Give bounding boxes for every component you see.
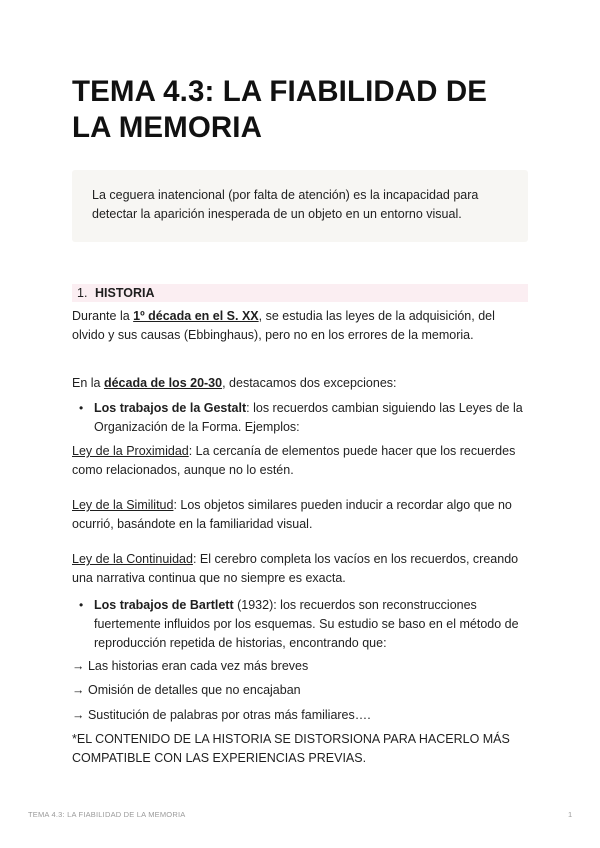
emphasis-decade: 1º década en el S. XX	[133, 309, 259, 323]
bullet-dot: •	[79, 598, 84, 612]
bullet-bold: Los trabajos de Bartlett	[94, 598, 234, 612]
paragraph-exceptions	[72, 374, 528, 393]
callout-box	[72, 170, 528, 242]
emphasis-decade-20-30: década de los 20-30	[103, 376, 223, 390]
note-uppercase: *EL CONTENIDO DE LA HISTORIA SE DISTORSIONA PARA HACERLO MÁS COMPATIBLE CON LAS EXPERIENCIAS PREVIAS.	[72, 732, 510, 765]
page-title: TEMA 4.3: LA FIABILIDAD DE LA MEMORIA	[72, 75, 488, 144]
callout-text: La ceguera inatencional (por falta de atención) es la incapacidad para detectar la aparición inesperada de un objeto en un entorno visual.	[92, 188, 479, 221]
arrow-item: → Omisión de detalles que no encajaban	[72, 683, 301, 697]
text-run: : los recuerdos cambian siguiendo las Leyes de la Organización de la Forma. Ejemplos:	[94, 401, 523, 434]
footer-title: TEMA 4.3: LA FIABILIDAD DE LA MEMORIA	[28, 810, 186, 819]
law-name: Ley de la Similitud	[72, 498, 174, 512]
law-similarity	[72, 496, 528, 534]
section-heading	[72, 284, 528, 302]
text-run: (1932): los recuerdos son reconstrucciones fuertemente influidos por los esquemas. Su estudio se baso en el método de reproducción repetida de historias, encontrando que:	[94, 598, 519, 650]
section-number: 1.	[77, 286, 88, 300]
law-name: Ley de la Continuidad	[72, 552, 193, 566]
bullet-dot: •	[79, 401, 84, 415]
bullet-gestalt	[94, 399, 528, 437]
text-run: : Los objetos similares pueden inducir a recordar algo que no ocurrió, basándote en la familiaridad visual.	[72, 498, 512, 531]
law-proximity	[72, 442, 528, 480]
text-run: Durante la	[72, 309, 134, 323]
arrow-item: → Las historias eran cada vez más breves	[72, 659, 309, 673]
text-run: , se estudia las leyes de la adquisición, del olvido y sus causas (Ebbinghaus), pero no en los errores de la memoria.	[72, 309, 495, 342]
bullet-bartlett	[94, 596, 528, 653]
arrow-item: → Sustitución de palabras por otras más familiares….	[72, 708, 371, 722]
text-run: : La cercanía de elementos puede hacer que los recuerdes como relacionados, aunque no lo estén.	[72, 444, 516, 477]
law-continuity	[72, 550, 528, 588]
section-title: HISTORIA	[95, 286, 155, 300]
bullet-bold: Los trabajos de la Gestalt	[94, 401, 247, 415]
text-run: , destacamos dos excepciones:	[222, 376, 397, 390]
paragraph-intro	[72, 307, 528, 345]
text-run: En la	[72, 376, 104, 390]
law-name: Ley de la Proximidad	[72, 444, 189, 458]
footer-page-number: 1	[568, 810, 573, 819]
text-run: : El cerebro completa los vacíos en los recuerdos, creando una narrativa continua que no siempre es exacta.	[72, 552, 519, 585]
